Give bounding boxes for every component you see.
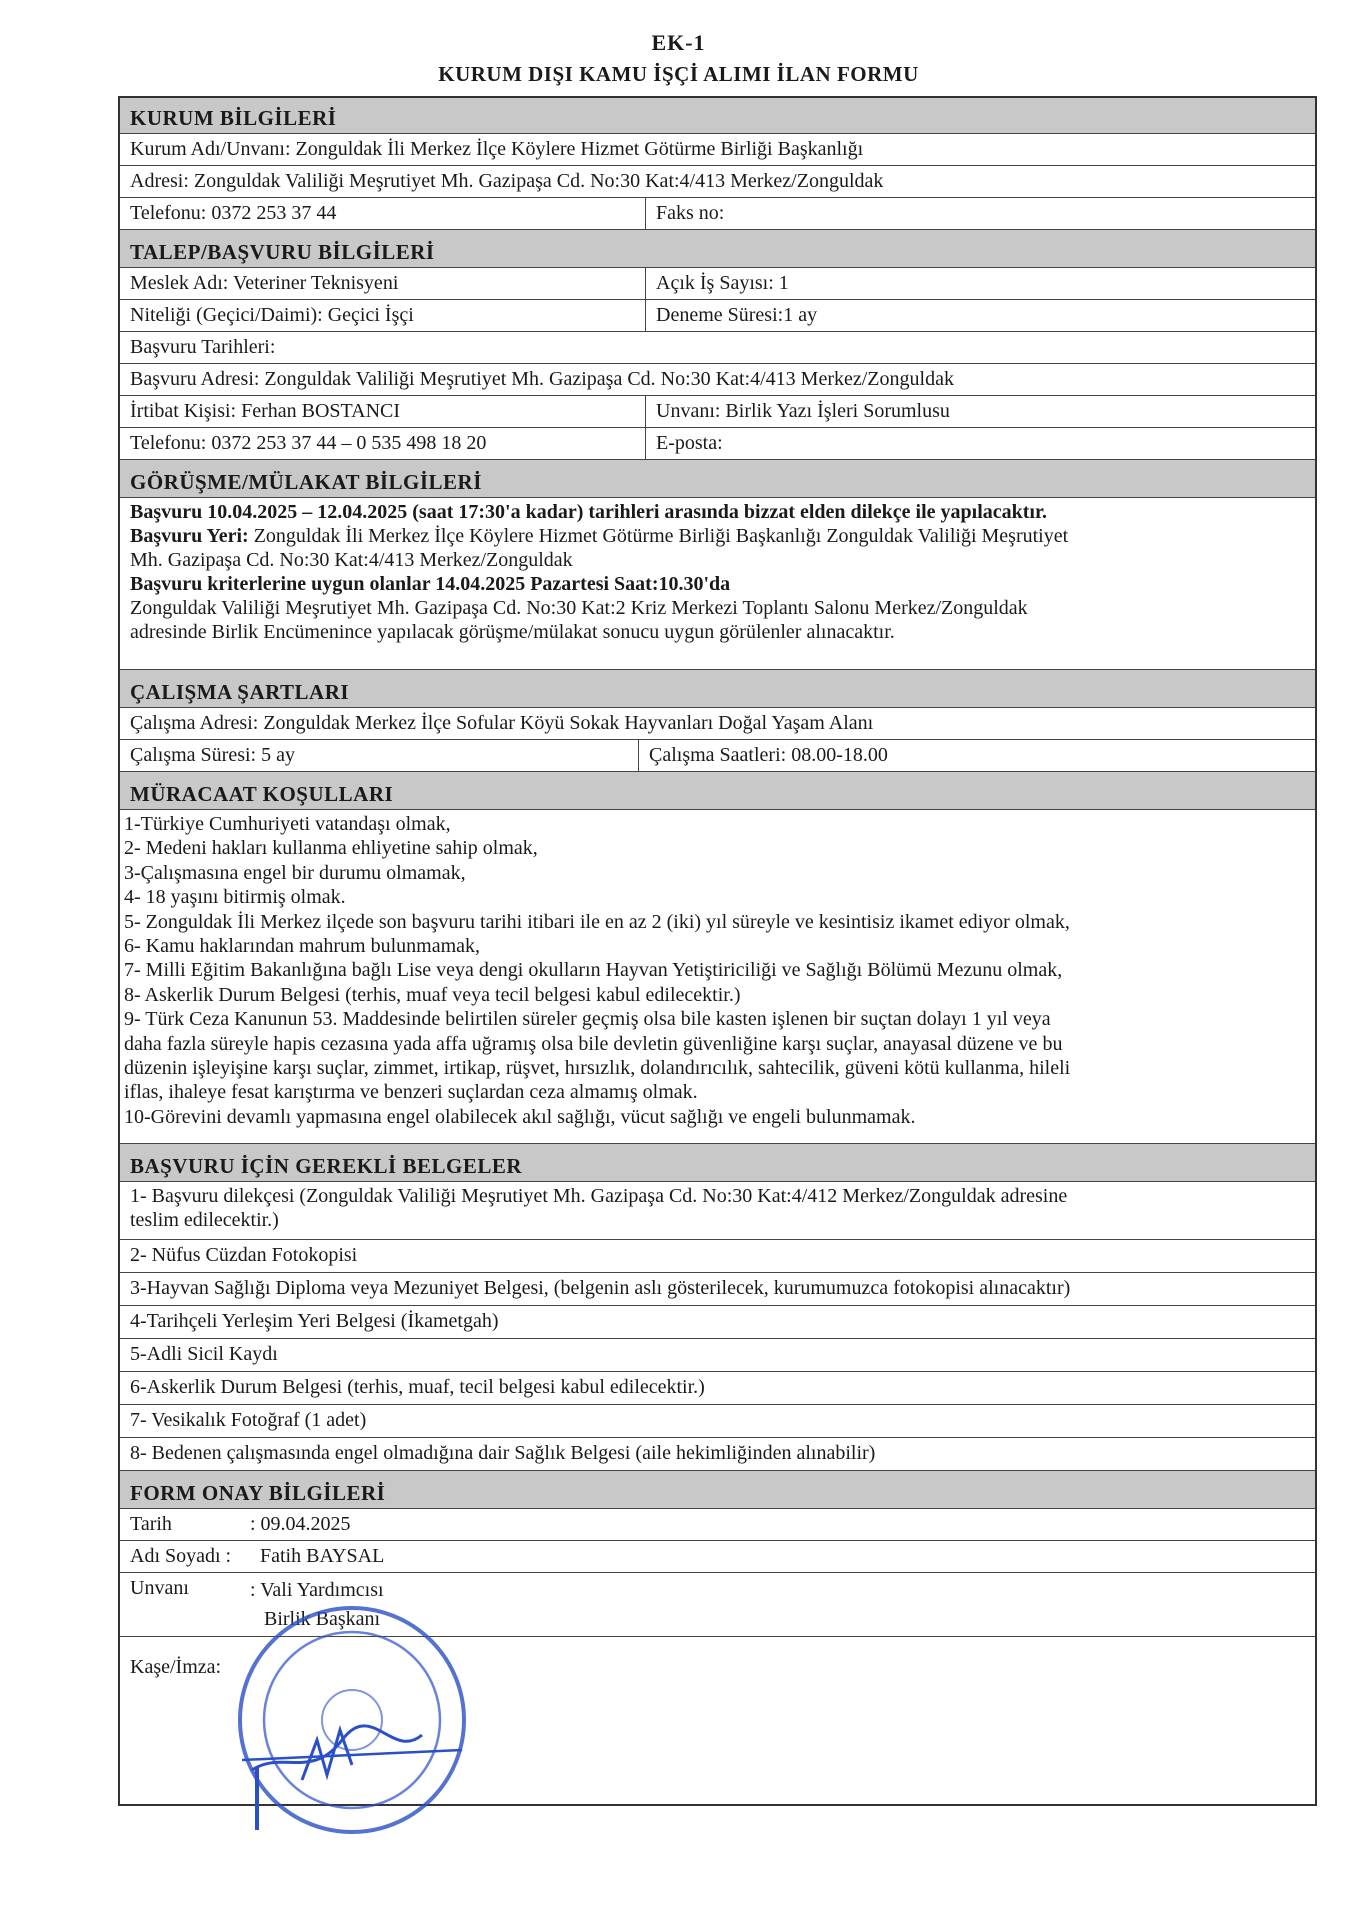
onay-tarih-label: Tarih bbox=[130, 1513, 172, 1535]
muracaat-list bbox=[120, 810, 1315, 1144]
condition-item: 8- Askerlik Durum Belgesi (terhis, muaf veya tecil belgesi kabul edilecektir.) bbox=[124, 983, 741, 1006]
condition-item: 5- Zonguldak İli Merkez ilçede son başvuru tarihi itibari ile en az 2 (iki) yıl süreyle ve kesintisiz ikamet ediyor olmak, bbox=[124, 910, 1070, 933]
basvuru-tarihleri-row bbox=[120, 332, 1315, 364]
belge-item-6: 6-Askerlik Durum Belgesi (terhis, muaf, tecil belgesi kabul edilecektir.) bbox=[120, 1372, 1315, 1405]
belge-item-1: 1- Başvuru dilekçesi (Zonguldak Valiliği Meşrutiyet Mh. Gazipaşa Cd. No:30 Kat:4/412 Merkez/Zonguldak adresine teslim edilecektir.) bbox=[120, 1182, 1315, 1240]
calisma-adres: Çalışma Adresi: Zonguldak Merkez İlçe Sofular Köyü Sokak Hayvanları Doğal Yaşam Alanı bbox=[130, 712, 874, 734]
onay-unvan-label: Unvanı bbox=[130, 1577, 189, 1599]
gorusme-yeri: Başvuru Yeri: Zonguldak İli Merkez İlçe Köylere Hizmet Götürme Birliği Başkanlığı Zonguldak Valiliği Meşrutiyet bbox=[130, 525, 1069, 547]
condition-item: iflas, ihaleye fesat karıştırma ve benzeri suçlardan ceza almamış olmak. bbox=[124, 1081, 698, 1104]
condition-item: 2- Medeni hakları kullanma ehliyetine sahip olmak, bbox=[124, 837, 538, 860]
annex-label: EK-1 bbox=[651, 30, 706, 55]
basvuru-adresi-row bbox=[120, 364, 1315, 396]
condition-item: 3-Çalışmasına engel bir durumu olmamak, bbox=[124, 861, 466, 884]
kurum-phone: Telefonu: 0372 253 37 44 bbox=[130, 202, 337, 224]
belge-item-3: 3-Hayvan Sağlığı Diploma veya Mezuniyet Belgesi, (belgenin aslı gösterilecek, kurumumuzca fotokopisi alınacaktır) bbox=[120, 1273, 1315, 1306]
irtibat-eposta: E-posta: bbox=[645, 428, 1315, 459]
kurum-name-row bbox=[120, 134, 1315, 166]
kurum-name: Kurum Adı/Unvanı: Zonguldak İli Merkez İlçe Köylere Hizmet Götürme Birliği Başkanlığı bbox=[130, 138, 864, 160]
onay-tarih-row bbox=[120, 1509, 1315, 1541]
gorusme-yer2: Zonguldak Valiliği Meşrutiyet Mh. Gazipaşa Cd. No:30 Kat:2 Kriz Merkezi Toplantı Salonu Merkez/Zonguldak bbox=[130, 597, 1028, 619]
irtibat-row bbox=[120, 396, 1315, 428]
basvuru-tarihleri: Başvuru Tarihleri: bbox=[130, 336, 276, 358]
belge-item-8: 8- Bedenen çalışmasında engel olmadığına dair Sağlık Belgesi (aile hekimliğinden alınabilir) bbox=[120, 1438, 1315, 1471]
calisma-saat: Çalışma Saatleri: 08.00-18.00 bbox=[638, 740, 1315, 771]
kurum-phone-row bbox=[120, 198, 1315, 230]
announcement-form bbox=[118, 96, 1317, 1806]
onay-ad-row bbox=[120, 1541, 1315, 1573]
condition-item: düzenin işleyişine karşı suçlar, zimmet, irtikap, rüşvet, hırsızlık, dolandırıcılık, sahtecilik, güveni kötü kullanma, hileli bbox=[124, 1056, 1071, 1079]
acik-is: Açık İş Sayısı: 1 bbox=[645, 268, 1315, 299]
condition-item: 1-Türkiye Cumhuriyeti vatandaşı olmak, bbox=[124, 813, 451, 835]
kurum-fax: Faks no: bbox=[645, 198, 1315, 229]
basvuru-adresi: Başvuru Adresi: Zonguldak Valiliği Meşrutiyet Mh. Gazipaşa Cd. No:30 Kat:4/413 Merkez/Zonguldak bbox=[130, 368, 954, 390]
onay-kase-label: Kaşe/İmza: bbox=[130, 1656, 222, 1678]
irtibat-unvan: Unvanı: Birlik Yazı İşleri Sorumlusu bbox=[645, 396, 1315, 427]
gorusme-yer3: adresinde Birlik Encümenince yapılacak görüşme/mülakat sonucu uygun görülenler alınacaktır. bbox=[130, 621, 895, 643]
nitelik-row bbox=[120, 300, 1315, 332]
section-kurum: KURUM BİLGİLERİ bbox=[120, 98, 1315, 134]
belge-item-2: 2- Nüfus Cüzdan Fotokopisi bbox=[120, 1240, 1315, 1273]
gorusme-yeri2: Mh. Gazipaşa Cd. No:30 Kat:4/413 Merkez/Zonguldak bbox=[130, 549, 573, 571]
belge-item-5: 5-Adli Sicil Kaydı bbox=[120, 1339, 1315, 1372]
gorusme-details bbox=[120, 498, 1315, 670]
section-muracaat: MÜRACAAT KOŞULLARI bbox=[120, 772, 1315, 810]
gorusme-kriter: Başvuru kriterlerine uygun olanlar 14.04.2025 Pazartesi Saat:10.30'da bbox=[130, 573, 731, 595]
irtibat-kisi: İrtibat Kişisi: Ferhan BOSTANCI bbox=[130, 400, 401, 422]
official-stamp-icon bbox=[222, 1590, 482, 1850]
nitelik: Niteliği (Geçici/Daimi): Geçici İşçi bbox=[130, 304, 414, 326]
section-gorusme: GÖRÜŞME/MÜLAKAT BİLGİLERİ bbox=[120, 460, 1315, 498]
onay-tarih-value: : 09.04.2025 bbox=[250, 1513, 351, 1535]
condition-item: 6- Kamu haklarından mahrum bulunmamak, bbox=[124, 934, 481, 957]
section-belgeler: BAŞVURU İÇİN GEREKLİ BELGELER bbox=[120, 1144, 1315, 1182]
onay-ad-label: Adı Soyadı : bbox=[130, 1545, 232, 1567]
section-calisma: ÇALIŞMA ŞARTLARI bbox=[120, 670, 1315, 708]
section-talep: TALEP/BAŞVURU BİLGİLERİ bbox=[120, 230, 1315, 268]
gorusme-line1: Başvuru 10.04.2025 – 12.04.2025 (saat 17:30'a kadar) tarihleri arasında bizzat elden dilekçe ile yapılacaktır. bbox=[130, 501, 1048, 523]
calisma-sure-row bbox=[120, 740, 1315, 772]
condition-item: daha fazla süreyle hapis cezasına yada affa uğramış olsa bile devletin güvenliğine karşı suçlar, anayasal düzene ve bu bbox=[124, 1032, 1063, 1055]
onay-ad-value: Fatih BAYSAL bbox=[260, 1545, 385, 1567]
meslek-row bbox=[120, 268, 1315, 300]
meslek: Meslek Adı: Veteriner Teknisyeni bbox=[130, 272, 399, 294]
calisma-sure: Çalışma Süresi: 5 ay bbox=[130, 744, 295, 766]
condition-item: 7- Milli Eğitim Bakanlığına bağlı Lise veya dengi okulların Hayvan Yetiştiriciliği ve Sağlığı Bölümü Mezunu olmak, bbox=[124, 959, 1063, 982]
telefon-row bbox=[120, 428, 1315, 460]
condition-item: 9- Türk Ceza Kanunun 53. Maddesinde belirtilen süreler geçmiş olsa bile kasten işlenen bir suçtan dolayı 1 yıl veya bbox=[124, 1008, 1051, 1031]
onay-unvan-value: : Vali Yardımcısı Birlik Başkanı bbox=[250, 1579, 384, 1630]
belge-item-4: 4-Tarihçeli Yerleşim Yeri Belgesi (İkametgah) bbox=[120, 1306, 1315, 1339]
kurum-address: Adresi: Zonguldak Valiliği Meşrutiyet Mh. Gazipaşa Cd. No:30 Kat:4/413 Merkez/Zonguldak bbox=[130, 170, 884, 192]
deneme-suresi: Deneme Süresi:1 ay bbox=[645, 300, 1315, 331]
condition-item: 10-Görevini devamlı yapmasına engel olabilecek akıl sağlığı, vücut sağlığı ve engeli bulunmamak. bbox=[124, 1105, 916, 1128]
section-onay: FORM ONAY BİLGİLERİ bbox=[120, 1471, 1315, 1509]
irtibat-telefon: Telefonu: 0372 253 37 44 – 0 535 498 18 20 bbox=[130, 432, 487, 454]
form-title: KURUM DIŞI KAMU İŞÇİ ALIMI İLAN FORMU bbox=[438, 62, 919, 86]
calisma-adres-row bbox=[120, 708, 1315, 740]
kurum-address-row bbox=[120, 166, 1315, 198]
condition-item: 4- 18 yaşını bitirmiş olmak. bbox=[124, 886, 346, 909]
belge-item-7: 7- Vesikalık Fotoğraf (1 adet) bbox=[120, 1405, 1315, 1438]
